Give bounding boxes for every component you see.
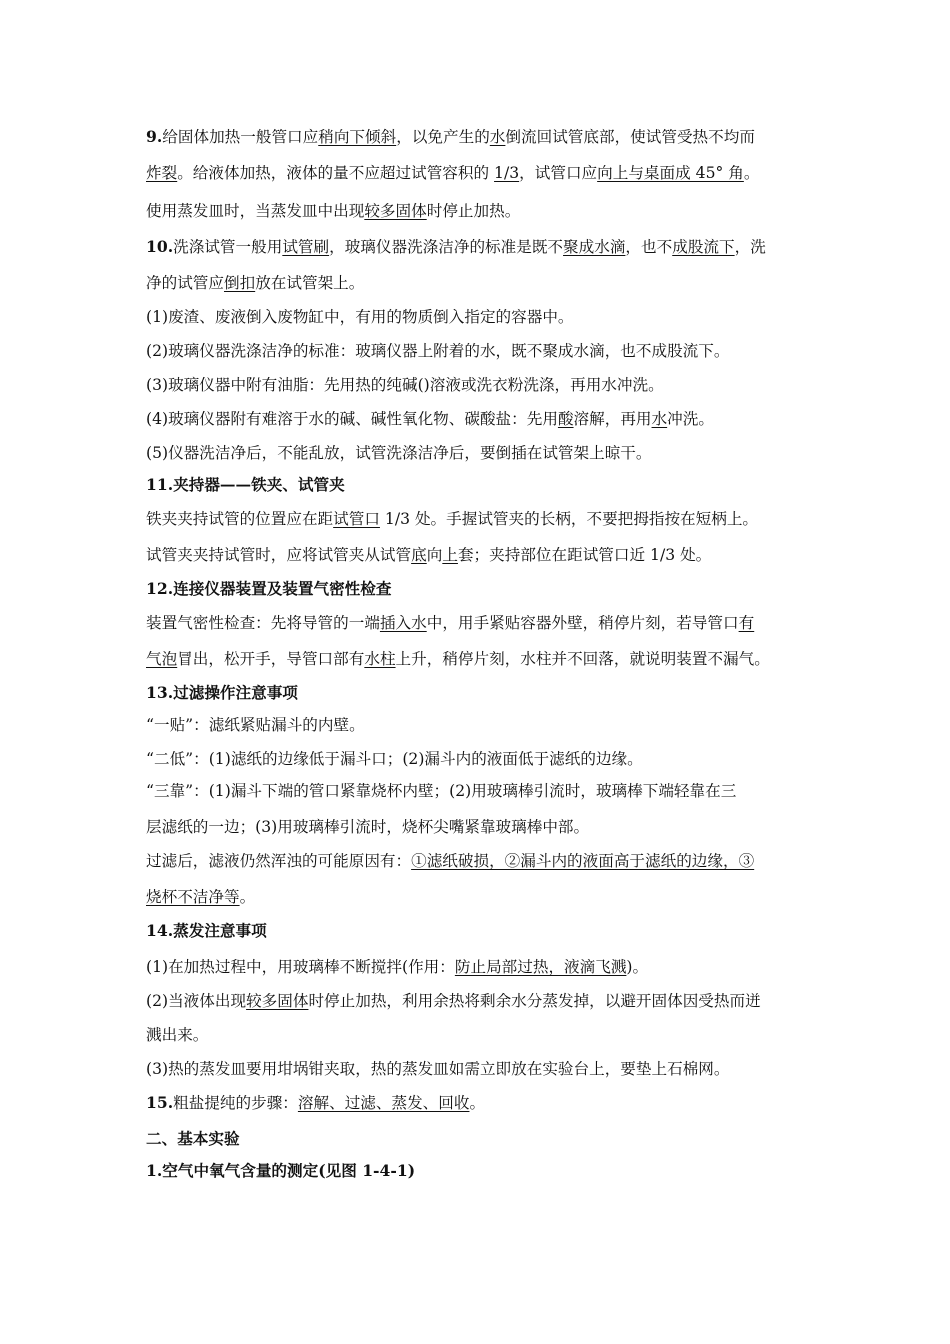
text-line <box>146 886 255 908</box>
text-segment: (1)废渣、废液倒入废物缸中，有用的物质倒入指定的容器中。 <box>146 308 574 326</box>
text-segment: 时停止加热。 <box>426 202 521 220</box>
text-segment: (3)热的蒸发皿要用坩埚钳夹取，热的蒸发皿如需立即放在实验台上，要垫上石棉网。 <box>146 1060 730 1078</box>
text-line <box>146 714 365 736</box>
text-line <box>146 340 729 362</box>
text-segment: 净的试管应 <box>146 274 224 292</box>
text-segment: 洗涤试管一般用 <box>173 238 283 256</box>
text-segment: 使用蒸发皿时，当蒸发皿中出现 <box>146 202 365 220</box>
text-segment: 层滤纸的一边；(3)用玻璃棒引流时，烧杯尖嘴紧靠玻璃棒中部。 <box>146 818 590 836</box>
text-segment: 装置气密性检查：先将导管的一端 <box>146 614 380 632</box>
text-segment: 9. <box>146 127 163 146</box>
underlined-answer: 较多固体 <box>246 992 309 1010</box>
underlined-answer: 有 <box>738 614 755 632</box>
text-segment: “二低”：(1)滤纸的边缘低于漏斗口；(2)漏斗内的液面低于滤纸的边缘。 <box>146 750 643 768</box>
text-line <box>146 780 736 802</box>
underlined-answer: 稍向下倾斜 <box>318 128 397 146</box>
text-line <box>146 374 664 396</box>
text-line <box>146 126 755 148</box>
text-line <box>146 162 759 184</box>
text-line <box>146 236 766 258</box>
text-segment: (2)玻璃仪器洗涤洁净的标准：玻璃仪器上附着的水，既不聚成水滴，也不成股流下。 <box>146 342 730 360</box>
underlined-answer: 烧杯不洁净等 <box>146 888 240 906</box>
underlined-answer: 倒扣 <box>223 274 256 292</box>
text-line <box>146 408 714 430</box>
text-line <box>146 990 761 1012</box>
underlined-answer: 水柱 <box>364 650 396 668</box>
text-segment: )。 <box>626 958 649 976</box>
text-line <box>146 1058 729 1080</box>
text-segment: ，试管口应 <box>519 164 598 182</box>
text-line <box>146 272 364 294</box>
text-segment: (2)当液体出现 <box>146 992 247 1010</box>
text-segment: 。 <box>469 1094 486 1112</box>
underlined-answer: 炸裂 <box>146 164 178 182</box>
text-segment: 给固体加热一般管口应 <box>162 128 319 146</box>
underlined-answer: 水 <box>489 128 506 146</box>
text-line <box>146 682 298 704</box>
text-segment: 二、基本实验 <box>146 1129 240 1148</box>
text-line <box>146 578 391 600</box>
underlined-answer: 上 <box>442 546 458 564</box>
underlined-answer: 水 <box>651 410 668 428</box>
text-segment: 中，用手紧贴容器外壁，稍停片刻，若导管口 <box>426 614 739 632</box>
text-segment: 10. <box>146 237 174 256</box>
underlined-answer: 成股流下 <box>672 238 735 256</box>
underlined-answer: 防止局部过热，液滴飞溅 <box>454 958 627 976</box>
text-segment: (4)玻璃仪器附有难溶于水的碱、碱性氧化物、碳酸盐：先用 <box>146 410 558 428</box>
text-segment: ，以免产生的 <box>396 128 490 146</box>
text-line <box>146 1092 485 1114</box>
underlined-answer: 溶解、过滤、蒸发、回收 <box>297 1094 470 1112</box>
text-segment: 向 <box>426 546 443 564</box>
text-segment: ，也不 <box>625 238 673 256</box>
text-segment: “一贴”：滤纸紧贴漏斗的内壁。 <box>146 716 365 734</box>
text-line <box>146 306 574 328</box>
text-segment: 过滤后，滤液仍然浑浊的可能原因有： <box>146 852 412 870</box>
text-segment: 粗盐提纯的步骤： <box>173 1094 298 1112</box>
text-line <box>146 612 754 634</box>
text-segment: 放在试管架上。 <box>255 274 365 292</box>
text-segment: 上升，稍停片刻，水柱并不回落，就说明装置不漏气。 <box>395 650 770 668</box>
text-line <box>146 200 520 222</box>
underlined-answer: 向上与桌面成 45° 角 <box>597 164 744 182</box>
text-segment: 14.蒸发注意事项 <box>146 921 267 940</box>
text-segment: 冒出，松开手，导管口部有 <box>177 650 365 668</box>
text-segment: 试管夹夹持试管时，应将试管夹从试管 <box>146 546 412 564</box>
text-segment: 冲洗。 <box>667 410 714 428</box>
text-segment: 倒流回试管底部，使试管受热不均而 <box>505 128 755 146</box>
text-segment: 。 <box>743 164 760 182</box>
text-line <box>146 748 643 770</box>
text-segment: 。给液体加热，液体的量不应超过试管容积的 <box>177 164 495 182</box>
text-segment: “三靠”：(1)漏斗下端的管口紧靠烧杯内壁；(2)用玻璃棒引流时，玻璃棒下端轻靠在三 <box>146 782 737 800</box>
underlined-answer: 较多固体 <box>364 202 427 220</box>
text-line <box>146 544 711 566</box>
text-line <box>146 1024 208 1046</box>
text-segment: 1.空气中氧气含量的测定(见图 1-4-1) <box>146 1161 416 1180</box>
text-segment: 时停止加热，利用余热将剩余水分蒸发掉，以避开固体因受热而迸 <box>308 992 761 1010</box>
text-segment: 12.连接仪器装置及装置气密性检查 <box>146 579 392 598</box>
text-segment: (5)仪器洗洁净后，不能乱放，试管洗涤洁净后，要倒插在试管架上晾干。 <box>146 444 652 462</box>
underlined-answer: ①滤纸破损，②漏斗内的液面高于滤纸的边缘，③ <box>411 852 755 870</box>
text-segment: 溅出来。 <box>146 1026 209 1044</box>
text-segment: (3)玻璃仪器中附有油脂：先用热的纯碱()溶液或洗衣粉洗涤，再用水冲洗。 <box>146 376 664 394</box>
text-segment: 11.夹持器——铁夹、试管夹 <box>146 475 345 494</box>
underlined-answer: 1/3 <box>494 164 520 182</box>
underlined-answer: 气泡 <box>146 650 178 668</box>
text-line <box>146 956 648 978</box>
text-line <box>146 442 652 464</box>
text-segment: ，玻璃仪器洗涤洁净的标准是既不 <box>329 238 564 256</box>
text-segment: 13.过滤操作注意事项 <box>146 683 298 702</box>
text-segment: 15. <box>146 1093 174 1112</box>
underlined-answer: 底 <box>411 546 427 564</box>
text-segment: 铁夹夹持试管的位置应在距 <box>146 510 334 528</box>
text-segment: 1/3 处。手握试管夹的长柄，不要把拇指按在短柄上。 <box>379 510 759 528</box>
underlined-answer: 插入水 <box>379 614 427 632</box>
text-line <box>146 648 770 670</box>
text-segment: 套；夹持部位在距试管口近 1/3 处。 <box>457 546 712 564</box>
text-segment: ，洗 <box>734 238 766 256</box>
text-segment: 溶解，再用 <box>573 410 652 428</box>
text-line <box>146 850 754 872</box>
text-segment: 。 <box>239 888 256 906</box>
underlined-answer: 酸 <box>557 410 574 428</box>
text-line <box>146 920 267 942</box>
underlined-answer: 聚成水滴 <box>563 238 626 256</box>
text-line <box>146 816 589 838</box>
text-segment: (1)在加热过程中，用玻璃棒不断搅拌(作用： <box>146 958 455 976</box>
text-line <box>146 1128 240 1150</box>
text-line <box>146 474 345 496</box>
underlined-answer: 试管口 <box>333 510 380 528</box>
text-line <box>146 508 758 530</box>
text-line <box>146 1160 415 1182</box>
underlined-answer: 试管刷 <box>282 238 330 256</box>
